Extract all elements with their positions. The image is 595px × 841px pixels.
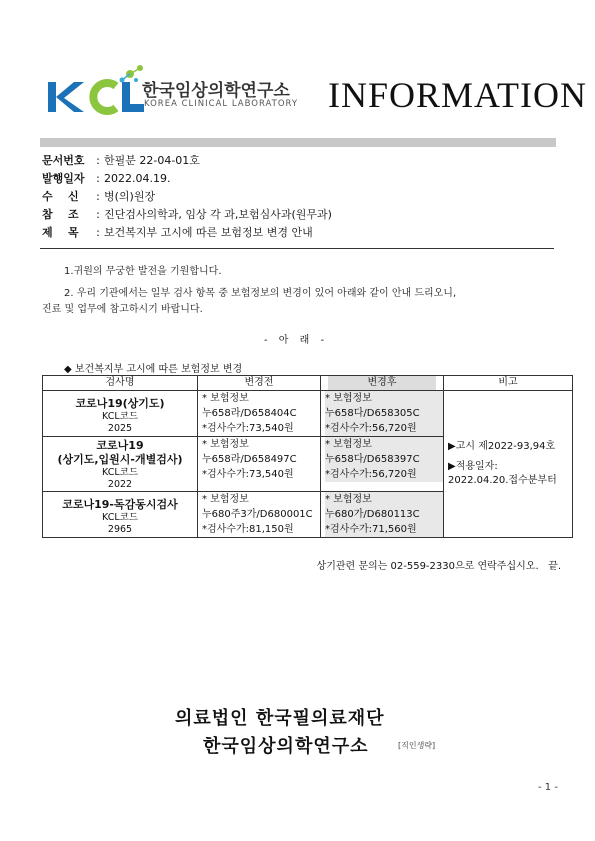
before-cell (198, 437, 321, 492)
after-cell (321, 437, 444, 492)
meta-label: 제 목 (42, 226, 79, 239)
header-divider (40, 138, 556, 147)
header-before: 변경전 (198, 376, 321, 391)
after-insurance-code: 누658다/D658397C (325, 452, 443, 467)
meta-label: 발행일자 (42, 172, 85, 185)
after-cell (321, 391, 444, 437)
before-insurance-code: 누658라/D658404C (202, 408, 297, 419)
remarks-cell (444, 391, 573, 538)
meta-value: 보건복지부 고시에 따른 보험정보 변경 안내 (104, 226, 313, 239)
kcl-code: 2965 (107, 524, 133, 535)
document-title: INFORMATION (328, 75, 588, 115)
meta-subject: 제 목 : 보건복지부 고시에 따른 보험정보 변경 안내 (42, 226, 313, 239)
test-name: 코로나19(상기도) (75, 397, 165, 410)
meta-value: 병(의)원장 (104, 190, 156, 203)
meta-divider (40, 248, 554, 249)
table-section-title: ◆ 보건복지부 고시에 따른 보험정보 변경 (64, 364, 243, 375)
test-name-detail: (상기도,입원시-개별검사) (57, 453, 183, 466)
kcl-code-label: KCL코드 (102, 467, 138, 478)
before-insurance-label: * 보험정보 (202, 393, 249, 404)
header-test-name: 검사명 (43, 376, 198, 391)
before-fee: *검사수가:81,150원 (202, 524, 294, 535)
kcl-code-label: KCL코드 (102, 512, 138, 523)
seal-omitted-note: [직인생략] (398, 741, 436, 750)
test-name-cell (43, 492, 198, 538)
after-insurance-code: 누680가/D680113C (325, 507, 443, 522)
meta-value: 진단검사의학과, 임상 각 과,보험심사과(원무과) (104, 208, 332, 221)
before-insurance-code: 누680주3가/D680001C (202, 509, 313, 520)
meta-label: 수 신 (42, 190, 79, 203)
before-insurance-label: * 보험정보 (202, 439, 249, 450)
after-insurance-label: * 보험정보 (325, 391, 443, 406)
after-cell (321, 492, 444, 538)
meta-label: 문서번호 (42, 154, 85, 167)
test-name: 코로나19-독감동시검사 (62, 498, 178, 511)
greeting-paragraph: 1.귀원의 무궁한 발전을 기원합니다. (64, 266, 222, 277)
logo-korean-name: 한국임상의학연구소 (142, 81, 290, 101)
meta-doc-number: 문서번호 : 한필분 22-04-01호 (42, 154, 200, 167)
issuer-lab: 한국임상의학연구소 (203, 736, 369, 757)
after-insurance-label: * 보험정보 (325, 492, 443, 507)
logo-english-name: KOREA CLINICAL LABORATORY (144, 99, 299, 109)
meta-label: 참 조 (42, 208, 79, 221)
after-fee: *검사수가:56,720원 (325, 421, 443, 436)
kcl-logo (44, 62, 304, 118)
meta-issue-date: 발행일자 : 2022.04.19. (42, 172, 171, 185)
before-cell (198, 492, 321, 538)
before-fee: *검사수가:73,540원 (202, 423, 294, 434)
test-name: 코로나19 (96, 439, 144, 452)
test-name-cell (43, 437, 198, 492)
page-number: - 1 - (538, 782, 558, 793)
header-after (321, 376, 444, 391)
kcl-code-label: KCL코드 (102, 411, 138, 422)
before-cell (198, 391, 321, 437)
after-insurance-code: 누658다/D658305C (325, 406, 443, 421)
remarks-effective-label: ▶적용일자: (448, 461, 498, 472)
remarks-notice-number: ▶고시 제2022-93,94호 (448, 441, 556, 452)
issuer-foundation: 의료법인 한국필의료재단 (175, 708, 385, 729)
table-header-row (43, 376, 573, 391)
meta-reference: 참 조 : 진단검사의학과, 임상 각 과,보험심사과(원무과) (42, 208, 332, 221)
test-name-cell (43, 391, 198, 437)
kcl-code: 2022 (107, 479, 133, 490)
meta-value: 한필분 22-04-01호 (104, 154, 200, 167)
before-insurance-label: * 보험정보 (202, 494, 249, 505)
table-row (43, 391, 573, 437)
notice-paragraph-line1: 2. 우리 기관에서는 일부 검사 항목 중 보험정보의 변경이 있어 아래와 같이 안내 드리오니, (64, 288, 457, 299)
contact-notice: 상기관련 문의는 02-559-2330으로 연락주십시오. 끝. (316, 561, 561, 572)
after-fee: *검사수가:71,560원 (325, 522, 443, 537)
before-insurance-code: 누658라/D658497C (202, 454, 297, 465)
meta-value: 2022.04.19. (104, 172, 171, 185)
remarks-effective-date: 2022.04.20.접수분부터 (448, 475, 557, 486)
after-insurance-label: * 보험정보 (325, 437, 443, 452)
notice-paragraph-line2: 진료 및 업무에 참고하시기 바랍니다. (42, 304, 203, 315)
header-after-label: 변경후 (328, 376, 437, 390)
section-heading-below: - 아 래 - (264, 335, 325, 346)
insurance-change-table (42, 375, 573, 538)
header-remarks: 비고 (444, 376, 573, 391)
after-fee: *검사수가:56,720원 (325, 467, 443, 482)
kcl-code: 2025 (107, 423, 133, 434)
meta-recipient: 수 신 : 병(의)원장 (42, 190, 156, 203)
before-fee: *검사수가:73,540원 (202, 469, 294, 480)
